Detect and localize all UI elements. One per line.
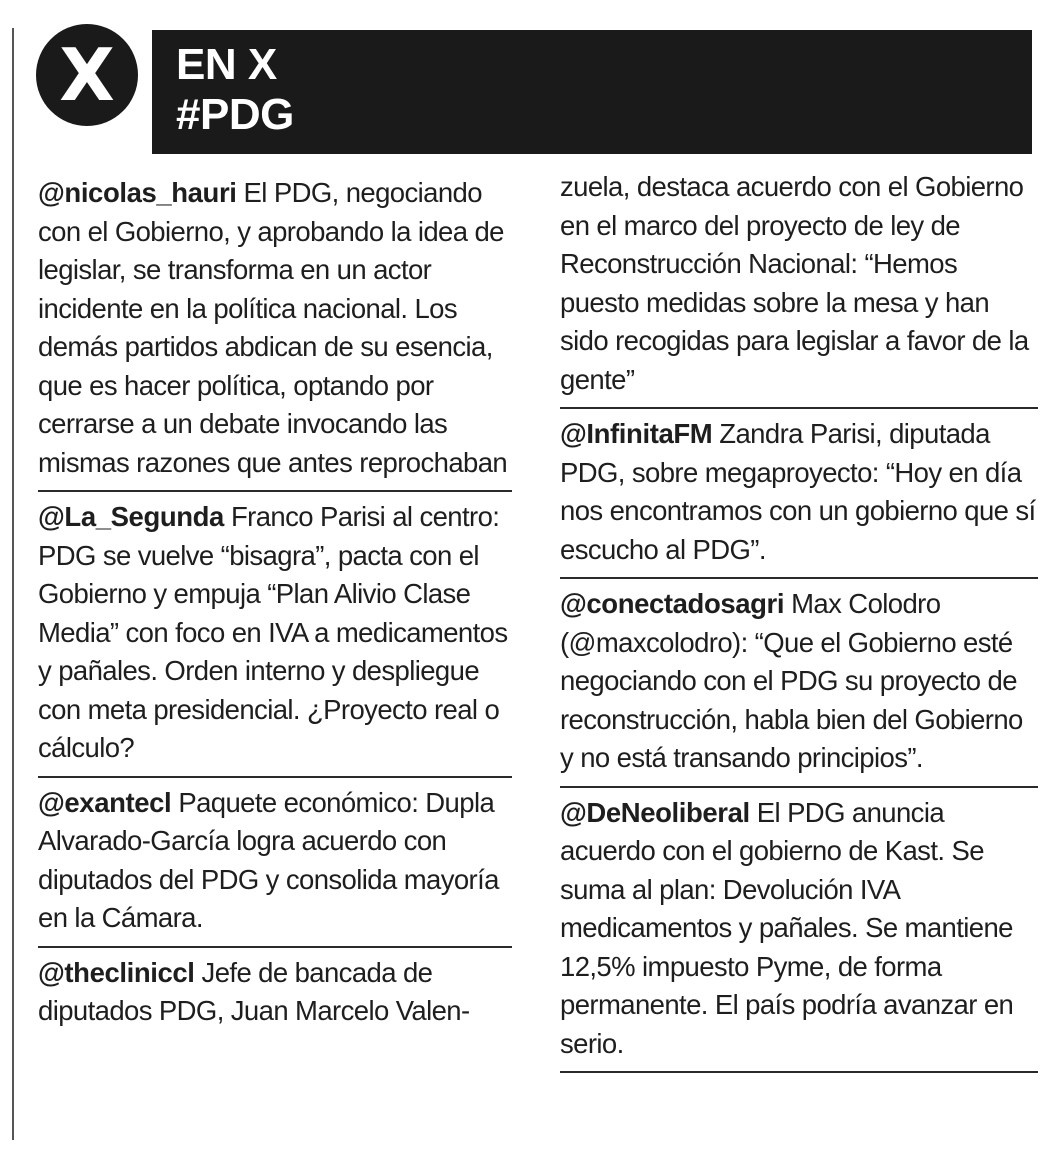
x-logo-icon: X — [36, 24, 138, 126]
post-infinitafm — [560, 407, 1038, 577]
post-handle: @InfinitaFM — [560, 418, 713, 449]
post-nicolas-hauri — [38, 168, 512, 490]
post-text: El PDG anuncia acuerdo con el gobierno de Kast. Se suma al plan: Devolución IVA medicamentos y pañales. Se mantiene 12,5% impuesto Pyme, de forma permanente. El país podría avanzar en serio. — [560, 796, 1014, 1059]
post-theclinic-continued — [560, 168, 1038, 407]
column-rule — [12, 28, 14, 1140]
post-conectadosagri — [560, 577, 1038, 786]
post-handle: @nicolas_hauri — [38, 177, 237, 208]
header-title: EN X — [176, 40, 277, 89]
post-theclinic — [38, 946, 512, 1039]
post-deneoliberal — [560, 786, 1038, 1074]
column-left — [38, 168, 512, 1039]
post-text: Paquete económico: Dupla Alvarado-García logra acuerdo con diputados del PDG y consolida mayoría en la Cámara. — [38, 786, 499, 933]
post-handle: @La_Segunda — [38, 501, 224, 532]
post-la-segunda — [38, 490, 512, 776]
post-text-continued: zuela, destaca acuerdo con el Gobierno en el marco del proyecto de ley de Reconstrucción Nacional: “Hemos puesto medidas sobre la mesa y han sido recogidas para legislar a favor de la gente” — [560, 171, 1029, 395]
post-text: El PDG, negociando con el Gobierno, y aprobando la idea de legislar, se transforma en un actor incidente en la política nacional. Los demás partidos abdican de su esencia, que es hacer política, optando por cerrarse a un debate invocando las mismas razones que antes reprochaban — [38, 177, 508, 478]
post-handle: @conectadosagri — [560, 588, 785, 619]
post-text: Max Colodro (@maxcolodro): “Que el Gobierno esté negociando con el PDG su proyecto de reconstrucción, habla bien del Gobierno y no está transando principios”. — [560, 588, 1023, 773]
post-text: Franco Parisi al centro: PDG se vuelve “bisagra”, pacta con el Gobierno y empuja “Plan Alivio Clase Media” con foco en IVA a medicamentos y pañales. Orden interno y despliegue con meta presidencial. ¿Proyecto real o cálculo? — [38, 501, 508, 763]
section-header — [152, 30, 1032, 154]
header-hashtag: #PDG — [176, 90, 294, 139]
post-handle: @theclinicc​l — [38, 956, 195, 988]
column-right — [560, 168, 1038, 1073]
post-exantecl — [38, 776, 512, 946]
post-handle: @DeNeoliberal — [560, 796, 750, 828]
post-handle: @exantecl — [38, 786, 172, 818]
post-text: Jefe de bancada de diputados PDG, Juan Marcelo Valen- — [38, 956, 470, 1026]
post-text: Zandra Parisi, diputada PDG, sobre megaproyecto: “Hoy en día nos encontramos con un gobierno que sí escucho al PDG”. — [560, 418, 1036, 565]
